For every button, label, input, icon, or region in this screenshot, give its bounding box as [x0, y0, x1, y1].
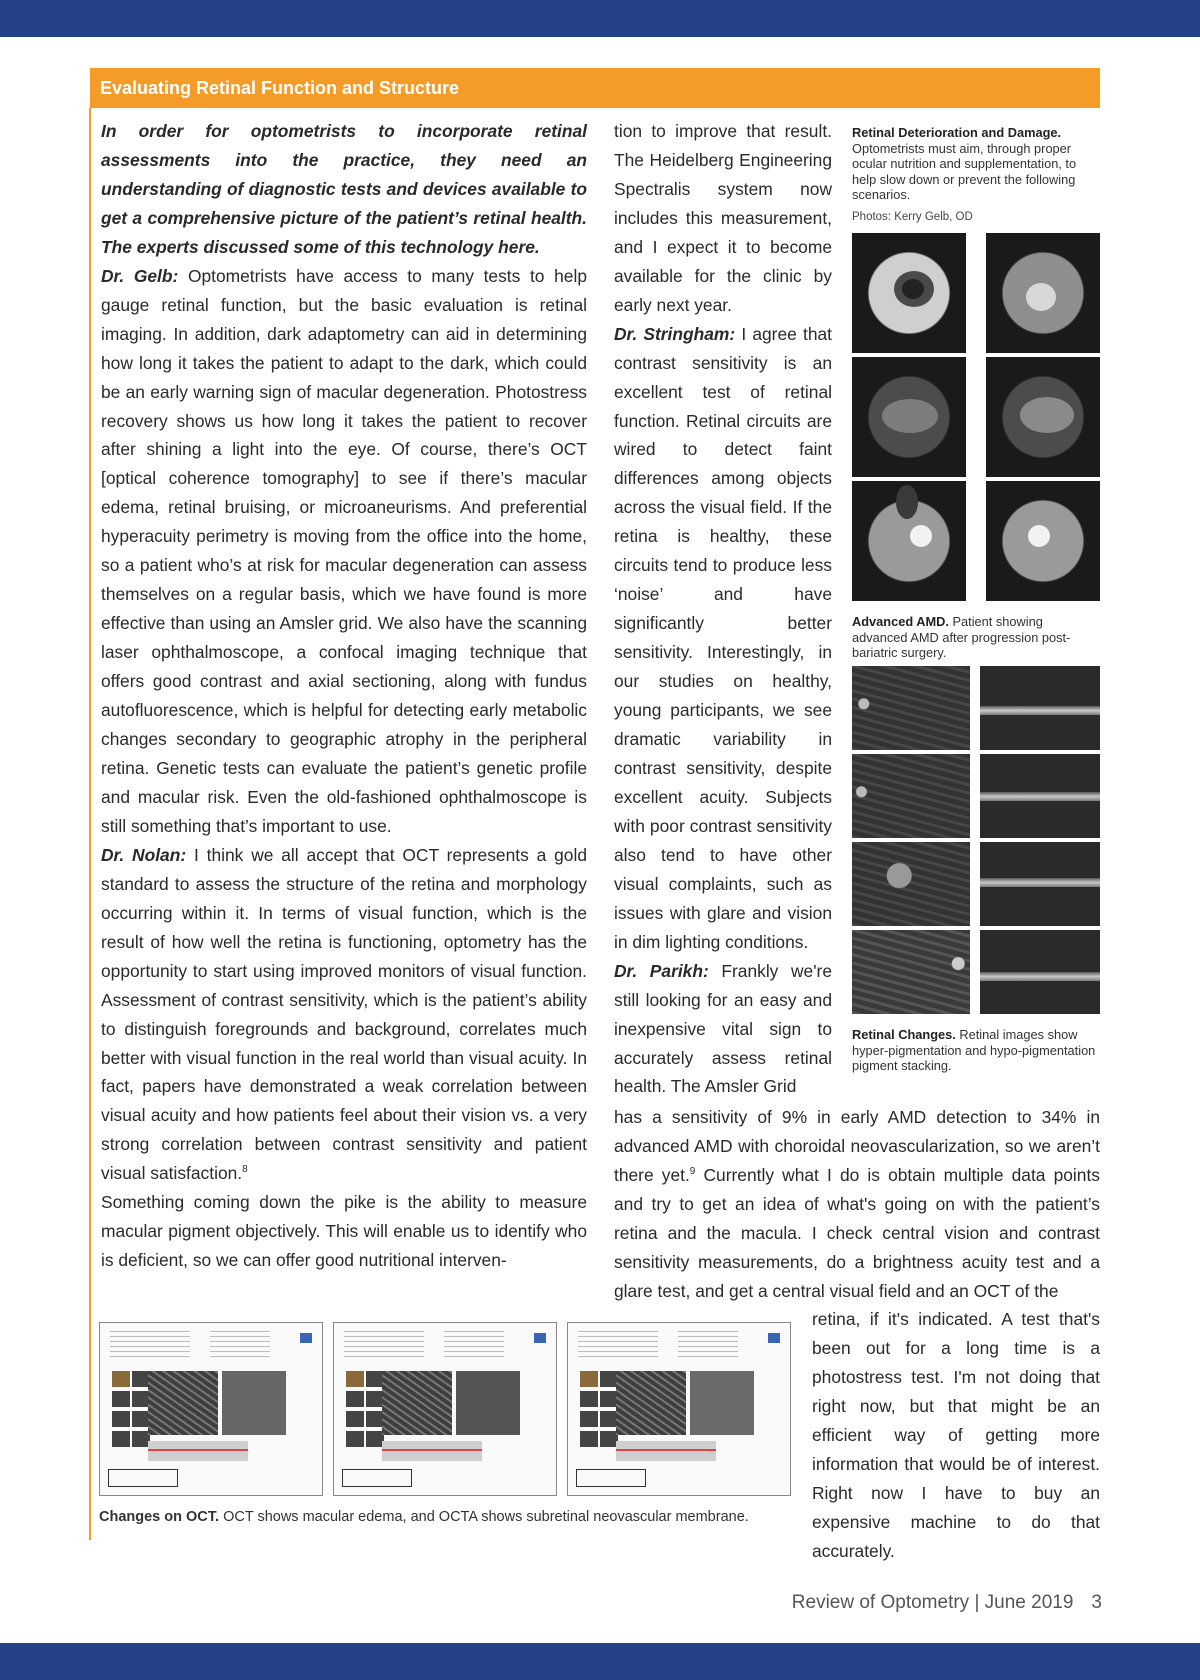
slo-image — [852, 754, 970, 838]
parikh-text-b: has a sensitivity of 9% in early AMD detection to 34% in advanced AMD with choroidal neovascularization, so we aren’t there yet. — [614, 1107, 1100, 1185]
nolan-paragraph — [101, 841, 587, 1188]
retinal-changes-caption-title: Retinal Changes. — [852, 1027, 956, 1042]
deterioration-caption-title: Retinal Deterioration and Damage. — [852, 125, 1062, 140]
intro-paragraph: In order for optometrists to incorporate retinal assessments into the practice, they need an understanding of diagnostic tests and devices available to get a comprehensive picture of the patient’s retinal health. The experts discussed some of this technology here. — [101, 121, 587, 257]
oct-bscan-image — [980, 754, 1100, 838]
reference-8: 8 — [242, 1164, 248, 1176]
fundus-photo — [852, 357, 966, 477]
gelb-text: Optometrists have access to many tests to help gauge retinal function, but the basic evaluation is retinal imaging. In addition, dark adaptometry can aid in determining how long it takes the patient to adapt to the dark, which could be an early warning sign of macular degeneration. Photostress recovery shows us how long it takes the patient to recover after shining a light into the eye. Of course, there’s OCT [optical coherence tomography] to see if there’s macular edema, retinal bruising, or microaneurisms. And preferential hyperacuity perimetry is moving from the office into the home, so a patient who’s at risk for macular degeneration can assess themselves on a regular basis, which we have found is more effective than using an Amsler grid. We also have the scanning laser ophthalmoscope, a confocal imaging technique that offers good contrast and axial sectioning, along with fundus autofluorescence, which is helpful for detecting early metabolic changes secondary to geographic atrophy in the peripheral retina. Genetic tests can evaluate the patient’s genetic profile and macular risk. Even the old-fashioned ophthalmoscope is still something that’s important to use. — [101, 265, 587, 836]
fundus-photo — [852, 481, 966, 601]
speaker-parikh: Dr. Parikh: — [614, 960, 709, 981]
oct-report-image — [333, 1322, 557, 1496]
fundus-photo — [986, 357, 1100, 477]
parikh-paragraph-middle — [614, 1103, 1100, 1306]
reference-9: 9 — [689, 1166, 696, 1178]
parikh-paragraph-end: retina, if it's indicated. A test that's been out for a long time is a photostress test. I'm not doing that right now, but that might be an efficient way of getting more information that would be of interest. Right now I have to buy an expensive machine to do that accurately. — [812, 1309, 1100, 1561]
continuation-paragraph: tion to improve that result. The Heidelberg Engineering Spectralis system now includes this measurement, and I expect it to become available for the clinic by early next year. — [614, 121, 832, 315]
left-rule — [89, 108, 91, 1540]
stringham-text: I agree that contrast sensitivity is an excellent test of retinal function. Retinal circuits are wired to detect faint differences among objects across the visual field. If the retina is healthy, these circuits tend to produce less ‘noise’ and have significantly better sensitivity. Interestingly, in our studies on healthy, young participants, we see dramatic variability in contrast sensitivity, despite excellent acuity. Subjects with poor contrast sensitivity also tend to have other visual complaints, such as issues with glare and vision in dim lighting conditions. — [614, 323, 832, 952]
section-header: Evaluating Retinal Function and Structure — [90, 68, 1100, 108]
sidebar-captions — [852, 125, 1100, 223]
bottom-band — [0, 1643, 1200, 1680]
oct-report-image — [567, 1322, 791, 1496]
top-band — [0, 0, 1200, 37]
oct-bscan-image — [980, 842, 1100, 926]
retinal-changes-caption-text: Retinal images show hyper-pigmentation and hypo-pigmentation pigment stacking. — [852, 1027, 1096, 1073]
oct-caption-text: OCT shows macular edema, and OCTA shows subretinal neovascular membrane. — [219, 1509, 749, 1525]
slo-image — [852, 666, 970, 750]
speaker-stringham: Dr. Stringham: — [614, 323, 736, 344]
oct-bscan-image — [980, 930, 1100, 1014]
oct-report-image — [99, 1322, 323, 1496]
amd-caption — [852, 614, 1100, 661]
fundus-photo — [986, 233, 1100, 353]
article-column-middle — [614, 117, 832, 1101]
deterioration-caption — [852, 125, 1100, 203]
parikh-text-a: Frankly we're still looking for an easy and inexpensive vital sign to accurately assess retinal health. The Amsler Grid — [614, 960, 832, 1097]
amd-caption-title: Advanced AMD. — [852, 614, 949, 629]
publication-name: Review of Optometry | June 2019 — [791, 1592, 1074, 1613]
article-column-bottom-right — [812, 1305, 1100, 1566]
amd-caption-text: Patient showing advanced AMD after progression post-bariatric surgery. — [852, 614, 1071, 660]
slo-image — [852, 930, 970, 1014]
fundus-photo — [986, 481, 1100, 601]
deterioration-caption-text: Optometrists must aim, through proper ocular nutrition and supplementation, to help slow down or prevent the following scenarios. — [852, 140, 1077, 202]
retinal-changes-caption — [852, 1027, 1100, 1074]
speaker-gelb: Dr. Gelb: — [101, 265, 179, 286]
parikh-text-c: Currently what I do is obtain multiple data points and try to get an idea of what's going on with the patient’s retina and the macula. I check central vision and contrast sensitivity measurements, do a brightness acuity test and a glare test, and get a central visual field and an OCT of the — [614, 1164, 1100, 1301]
article-column-wide — [614, 1103, 1100, 1306]
pike-paragraph: Something coming down the pike is the ability to measure macular pigment objectively. This will enable us to identify who is deficient, so we can offer good nutritional interven- — [101, 1192, 587, 1271]
photo-credit: Photos: Kerry Gelb, OD — [852, 210, 973, 223]
oct-caption-title: Changes on OCT. — [99, 1509, 220, 1525]
speaker-nolan: Dr. Nolan: — [101, 844, 187, 865]
article-column-left — [101, 117, 587, 1275]
nolan-text: I think we all accept that OCT represents a gold standard to assess the structure of the retina and morphology occurring within it. In terms of visual function, which is the result of how well the retina is functioning, optometry has the opportunity to start using improved monitors of visual function. Assessment of contrast sensitivity, which is the patient’s ability to distinguish foregrounds and background, correlates much better with visual function in the real world than visual acuity. In fact, papers have demonstrated a weak correlation between visual acuity and how patients feel about their vision vs. a very strong correlation between contrast sensitivity and patient visual satisfaction. — [101, 844, 587, 1184]
page-footer — [792, 1592, 1102, 1614]
fundus-photo — [852, 233, 966, 353]
slo-image — [852, 842, 970, 926]
stringham-paragraph — [614, 320, 832, 957]
oct-bscan-image — [980, 666, 1100, 750]
oct-caption — [99, 1509, 749, 1525]
gelb-paragraph — [101, 262, 587, 841]
parikh-paragraph-start — [614, 957, 832, 1102]
page-number: 3 — [1091, 1592, 1102, 1613]
